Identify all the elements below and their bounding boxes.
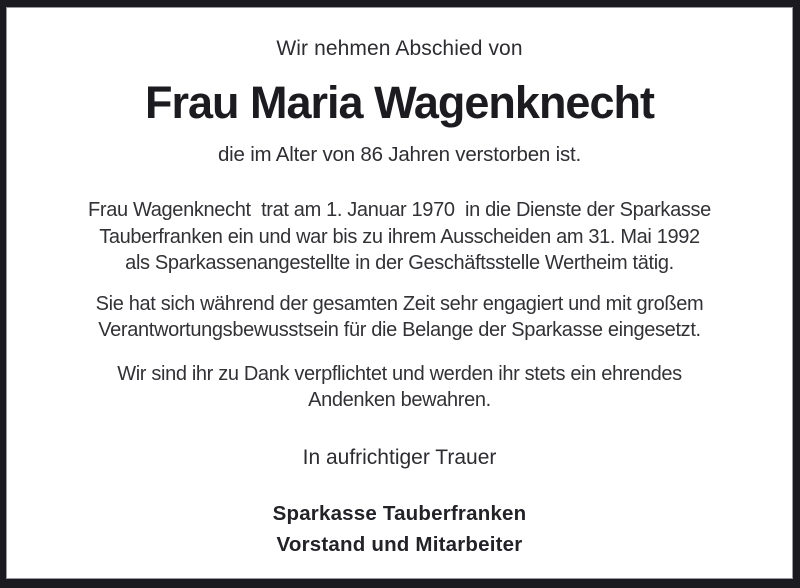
signature-block bbox=[6, 498, 793, 560]
text-line: Tauberfranken ein und war bis zu ihrem Ausscheiden am 31. Mai 1992 bbox=[99, 225, 700, 248]
mourning-closing-line: In aufrichtiger Trauer bbox=[302, 445, 497, 469]
text-line: Frau Wagenknecht trat am 1. Januar 1970 in die Dienste der Sparkasse bbox=[88, 199, 711, 221]
dedication-paragraph bbox=[6, 291, 793, 344]
text-line: Wir sind ihr zu Dank verpflichtet und werden ihr stets ein ehrendes bbox=[117, 362, 682, 385]
text-line: als Sparkassenangestellte in der Geschäftsstelle Wertheim tätig. bbox=[125, 252, 674, 274]
gratitude-paragraph bbox=[6, 361, 793, 414]
text-line: Andenken bewahren. bbox=[308, 389, 491, 411]
signature-organization: Sparkasse Tauberfranken bbox=[272, 501, 527, 525]
farewell-intro-line: Wir nehmen Abschied von bbox=[276, 37, 523, 60]
text-line: Verantwortungsbewusstsein für die Belange der Sparkasse eingesetzt. bbox=[98, 319, 701, 341]
age-of-death-line: die im Alter von 86 Jahren verstorben ist. bbox=[217, 143, 582, 166]
signature-signers: Vorstand und Mitarbeiter bbox=[276, 532, 523, 556]
deceased-name-heading: Frau Maria Wagenknecht bbox=[145, 77, 654, 128]
career-paragraph bbox=[6, 197, 793, 277]
text-line: Sie hat sich während der gesamten Zeit sehr engagiert und mit großem bbox=[95, 292, 704, 315]
